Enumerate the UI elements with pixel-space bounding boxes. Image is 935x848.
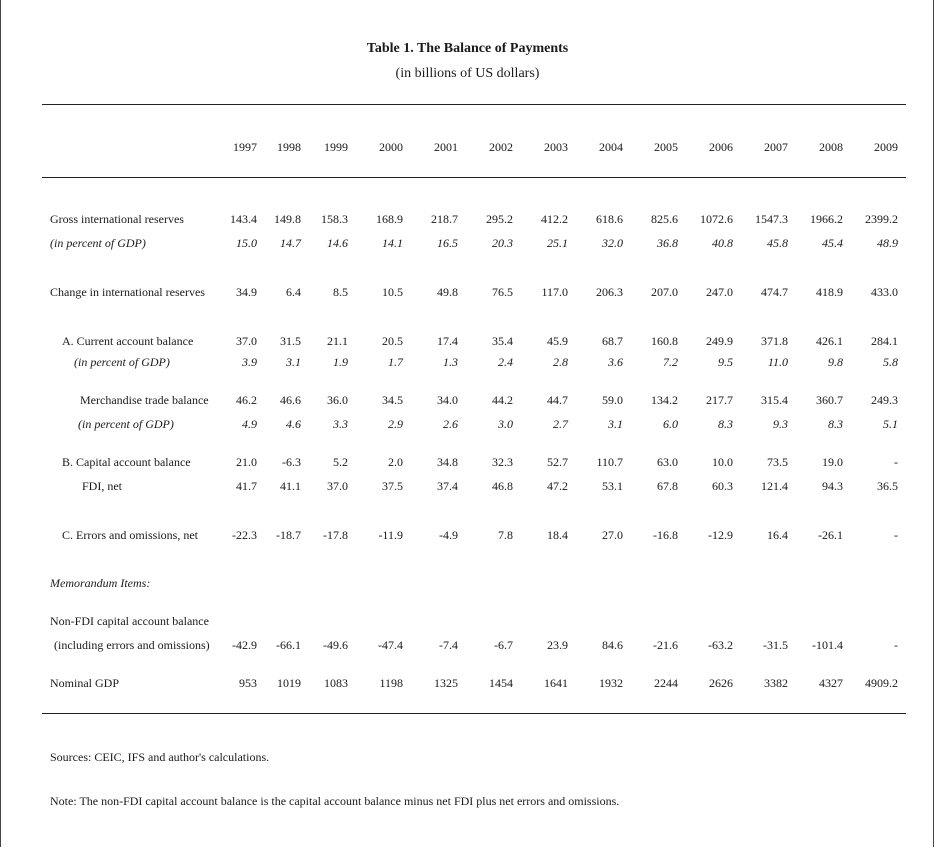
table-cell: -16.8 [653,528,678,542]
table-cell: 9.8 [828,355,843,369]
table-cell: 32.3 [492,455,513,469]
table-cell: 418.9 [816,285,843,299]
table-cell: 9.5 [718,355,733,369]
table-subtitle: (in billions of US dollars) [395,66,540,81]
table-cell: 117.0 [541,285,568,299]
table-cell: 44.2 [492,393,513,407]
table-cell: 16.5 [437,236,458,250]
table-cell: 134.2 [651,393,678,407]
table-cell: -21.6 [653,638,678,652]
table-cell: 110.7 [596,455,623,469]
table-cell: -26.1 [818,528,843,542]
row-label: Merchandise trade balance [80,393,209,407]
row-label: (in percent of GDP) [78,417,174,431]
table-cell: 48.9 [877,236,898,250]
year-header: 2007 [764,140,788,154]
table-cell: 3.1 [286,355,301,369]
table-cell: 249.3 [871,393,898,407]
table-cell: 34.0 [437,393,458,407]
table-cell: 1.7 [388,355,403,369]
table-cell: 52.7 [547,455,568,469]
table-cell: 15.0 [236,236,257,250]
table-cell: 45.9 [547,334,568,348]
table-cell: 11.0 [767,355,788,369]
table-cell: 3382 [764,676,788,690]
table-cell: 433.0 [871,285,898,299]
row-label: (in percent of GDP) [50,236,146,250]
table-cell: 158.3 [321,212,348,226]
table-cell: 25.1 [547,236,568,250]
table-cell: -101.4 [812,638,843,652]
table-cell: 41.1 [280,479,301,493]
table-cell: 360.7 [816,393,843,407]
table-cell: -31.5 [763,638,788,652]
table-cell: 44.7 [547,393,568,407]
row-label: Memorandum Items: [50,576,151,590]
table-cell: 412.2 [541,212,568,226]
year-header: 2008 [819,140,843,154]
year-header: 2003 [544,140,568,154]
table-cell: 2399.2 [865,212,898,226]
table-cell: -11.9 [378,528,403,542]
table-cell: 14.6 [327,236,348,250]
table-cell: 1932 [599,676,623,690]
row-label: Gross international reserves [50,212,184,226]
year-header: 1998 [277,140,301,154]
table-cell: 21.1 [327,334,348,348]
table-cell: 1325 [434,676,458,690]
table-cell: 426.1 [816,334,843,348]
table-cell: 3.0 [498,417,513,431]
table-cell: 35.4 [492,334,513,348]
table-cell: 9.3 [773,417,788,431]
table-cell: -17.8 [323,528,348,542]
table-cell: 160.8 [651,334,678,348]
table-cell: 34.5 [382,393,403,407]
table-cell: 46.2 [236,393,257,407]
table-cell: 40.8 [712,236,733,250]
table-cell: -47.4 [378,638,403,652]
table-cell: 17.4 [437,334,458,348]
row-label: C. Errors and omissions, net [62,528,198,542]
table-cell: 4.9 [242,417,257,431]
table-cell: 247.0 [706,285,733,299]
header-rule [42,177,906,178]
sources-note: Sources: CEIC, IFS and author's calculations. [50,750,270,764]
table-cell: 217.7 [706,393,733,407]
table-cell: 3.1 [608,417,623,431]
table-cell: 45.4 [822,236,843,250]
row-label: B. Capital account balance [62,455,191,469]
table-cell: 37.0 [236,334,257,348]
table-cell: 7.2 [663,355,678,369]
table-cell: -42.9 [232,638,257,652]
table-cell: 53.1 [602,479,623,493]
table-cell: 37.4 [437,479,458,493]
bottom-rule [42,713,906,714]
table-cell: 8.5 [333,285,348,299]
table-cell: -49.6 [323,638,348,652]
table-cell: 46.6 [280,393,301,407]
table-cell: 32.0 [602,236,623,250]
table-cell: 2.7 [553,417,568,431]
table-cell: 207.0 [651,285,678,299]
table-cell: 20.3 [492,236,513,250]
table-cell: 2244 [654,676,678,690]
table-cell: 1083 [324,676,348,690]
footnote: Note: The non-FDI capital account balance is the capital account balance minus net FDI plus net errors and omissions. [50,794,620,808]
table-cell: 315.4 [761,393,788,407]
table-cell: - [894,638,898,652]
table-cell: 8.3 [718,417,733,431]
table-cell: 41.7 [236,479,257,493]
table-cell: -7.4 [439,638,458,652]
table-cell: 2.9 [388,417,403,431]
table-cell: -22.3 [232,528,257,542]
table-cell: 7.8 [498,528,513,542]
table-cell: 3.9 [242,355,257,369]
table-cell: -4.9 [439,528,458,542]
table-cell: 618.6 [596,212,623,226]
table-cell: 14.1 [382,236,403,250]
table-cell: 5.8 [883,355,898,369]
table-cell: 23.9 [547,638,568,652]
table-cell: 2.4 [498,355,513,369]
table-cell: 37.0 [327,479,348,493]
table-cell: 59.0 [602,393,623,407]
table-cell: 143.4 [230,212,257,226]
table-cell: - [894,455,898,469]
row-label: (in percent of GDP) [74,355,170,369]
table-cell: 1198 [379,676,403,690]
table-cell: 46.8 [492,479,513,493]
table-cell: 1454 [489,676,513,690]
table-cell: 3.3 [333,417,348,431]
table-cell: 34.8 [437,455,458,469]
table-cell: 1072.6 [700,212,733,226]
year-header: 2002 [489,140,513,154]
table-cell: 36.0 [327,393,348,407]
table-cell: -66.1 [276,638,301,652]
row-label: A. Current account balance [62,334,194,348]
table-cell: 825.6 [651,212,678,226]
table-cell: 34.9 [236,285,257,299]
table-title: Table 1. The Balance of Payments [366,41,569,56]
year-header: 2009 [874,140,898,154]
table-cell: 49.8 [437,285,458,299]
year-header: 2000 [379,140,403,154]
table-cell: 2626 [709,676,733,690]
table-cell: 36.8 [657,236,678,250]
table-cell: 20.5 [382,334,403,348]
table-cell: 1966.2 [810,212,843,226]
table-cell: 36.5 [877,479,898,493]
table-cell: 68.7 [602,334,623,348]
table-cell: 94.3 [822,479,843,493]
table-cell: 76.5 [492,285,513,299]
table-cell: 1.9 [333,355,348,369]
table-cell: 218.7 [431,212,458,226]
table-cell: 2.0 [388,455,403,469]
row-label: Change in international reserves [50,285,205,299]
table-cell: 8.3 [828,417,843,431]
table-cell: 1019 [277,676,301,690]
table-cell: 284.1 [871,334,898,348]
table-cell: 168.9 [376,212,403,226]
table-cell: 6.0 [663,417,678,431]
table-cell: 31.5 [280,334,301,348]
table-cell: -63.2 [708,638,733,652]
table-cell: 10.5 [382,285,403,299]
table-cell: 206.3 [596,285,623,299]
row-label: (including errors and omissions) [54,638,210,652]
table-cell: 295.2 [486,212,513,226]
year-header: 1999 [324,140,348,154]
table-cell: - [894,528,898,542]
table-cell: 60.3 [712,479,733,493]
table-cell: 1641 [544,676,568,690]
table-cell: 6.4 [286,285,301,299]
row-label: Nominal GDP [50,676,119,690]
table-cell: 67.8 [657,479,678,493]
table-cell: 953 [239,676,257,690]
table-cell: 63.0 [657,455,678,469]
table-cell: 5.2 [333,455,348,469]
year-header: 2001 [434,140,458,154]
table-cell: 5.1 [883,417,898,431]
table-cell: 149.8 [274,212,301,226]
table-cell: 37.5 [382,479,403,493]
table-cell: 21.0 [236,455,257,469]
table-cell: 47.2 [547,479,568,493]
table-cell: 4.6 [286,417,301,431]
row-label: Non-FDI capital account balance [50,614,209,628]
table-cell: 249.9 [706,334,733,348]
table-cell: 2.6 [443,417,458,431]
table-cell: 2.8 [553,355,568,369]
table-cell: 371.8 [761,334,788,348]
table-cell: 10.0 [712,455,733,469]
year-header: 2004 [599,140,623,154]
table-cell: -6.7 [494,638,513,652]
table-cell: 4327 [819,676,843,690]
year-header: 2005 [654,140,678,154]
table-cell: 19.0 [822,455,843,469]
table-cell: 27.0 [602,528,623,542]
table-cell: 14.7 [280,236,301,250]
table-cell: 3.6 [608,355,623,369]
table-cell: 45.8 [767,236,788,250]
table-cell: 84.6 [602,638,623,652]
table-cell: 121.4 [761,479,788,493]
table-cell: -18.7 [276,528,301,542]
table-cell: -6.3 [282,455,301,469]
table-cell: 1547.3 [755,212,788,226]
year-header: 2006 [709,140,733,154]
table-cell: 73.5 [767,455,788,469]
row-label: FDI, net [82,479,122,493]
table-cell: 18.4 [547,528,568,542]
table-cell: 474.7 [761,285,788,299]
table-cell: 16.4 [767,528,788,542]
top-rule [42,104,906,105]
year-header: 1997 [233,140,257,154]
table-cell: 1.3 [443,355,458,369]
table-cell: 4909.2 [865,676,898,690]
table-cell: -12.9 [708,528,733,542]
